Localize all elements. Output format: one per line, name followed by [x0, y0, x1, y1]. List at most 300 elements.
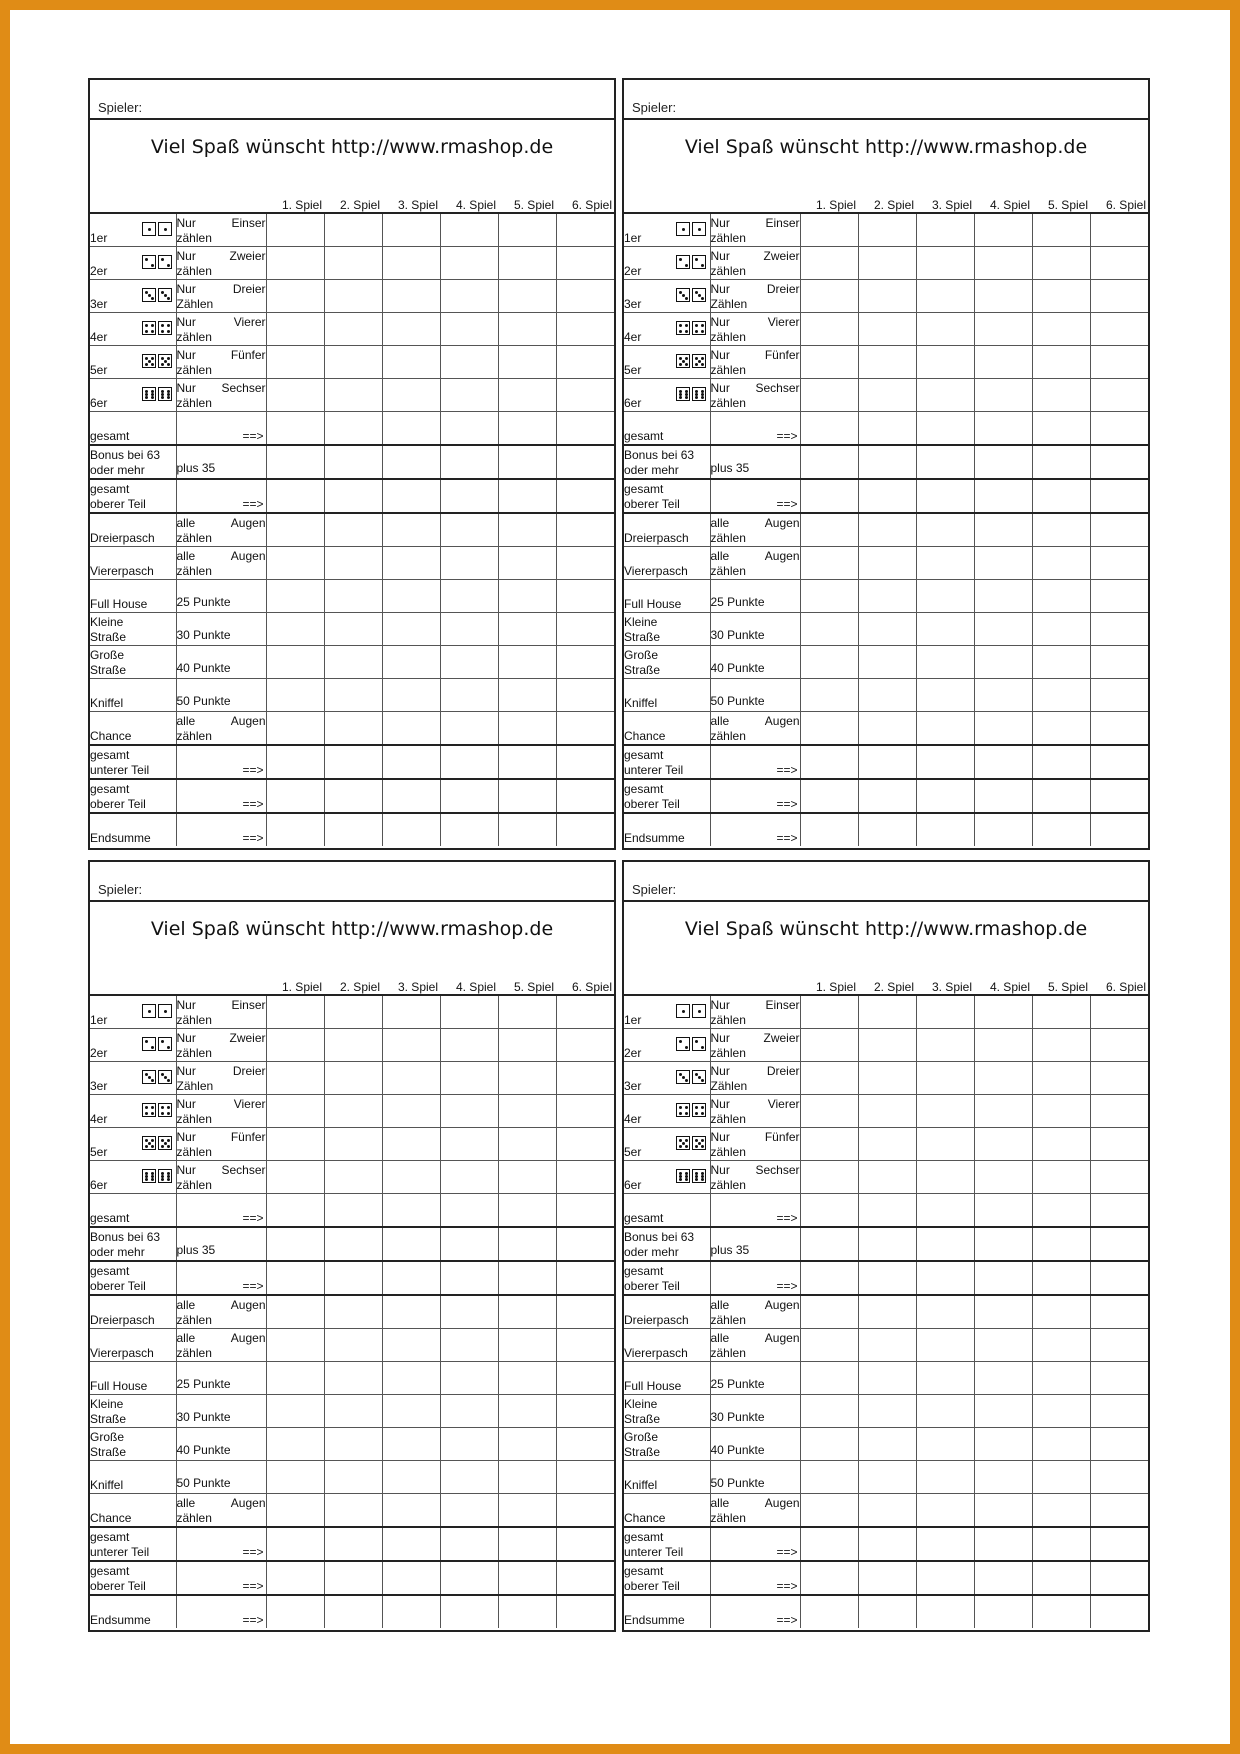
score-input-cell[interactable]	[556, 1362, 614, 1395]
score-input-cell[interactable]	[382, 247, 440, 280]
score-input-cell[interactable]	[382, 313, 440, 346]
score-input-cell[interactable]	[324, 1128, 382, 1161]
score-input-cell[interactable]	[266, 513, 324, 547]
score-input-cell[interactable]	[324, 1029, 382, 1062]
score-input-cell[interactable]	[382, 479, 440, 513]
score-input-cell[interactable]	[440, 479, 498, 513]
score-input-cell[interactable]	[916, 313, 974, 346]
score-input-cell[interactable]	[266, 379, 324, 412]
score-input-cell[interactable]	[974, 213, 1032, 247]
score-input-cell[interactable]	[1090, 346, 1148, 379]
score-input-cell[interactable]	[498, 995, 556, 1029]
score-input-cell[interactable]	[916, 646, 974, 679]
score-input-cell[interactable]	[1090, 445, 1148, 479]
score-input-cell[interactable]	[800, 995, 858, 1029]
score-input-cell[interactable]	[916, 1261, 974, 1295]
score-input-cell[interactable]	[800, 779, 858, 813]
score-input-cell[interactable]	[1090, 213, 1148, 247]
score-input-cell[interactable]	[916, 1561, 974, 1595]
score-input-cell[interactable]	[800, 1561, 858, 1595]
score-input-cell[interactable]	[1090, 1561, 1148, 1595]
score-input-cell[interactable]	[974, 712, 1032, 746]
score-input-cell[interactable]	[382, 1227, 440, 1261]
score-input-cell[interactable]	[1090, 247, 1148, 280]
score-input-cell[interactable]	[974, 547, 1032, 580]
score-input-cell[interactable]	[440, 1194, 498, 1228]
score-input-cell[interactable]	[1090, 379, 1148, 412]
score-input-cell[interactable]	[974, 247, 1032, 280]
score-input-cell[interactable]	[266, 280, 324, 313]
score-input-cell[interactable]	[800, 1029, 858, 1062]
score-input-cell[interactable]	[498, 547, 556, 580]
score-input-cell[interactable]	[440, 280, 498, 313]
score-input-cell[interactable]	[1032, 379, 1090, 412]
score-input-cell[interactable]	[266, 213, 324, 247]
score-input-cell[interactable]	[440, 646, 498, 679]
score-input-cell[interactable]	[498, 613, 556, 646]
score-input-cell[interactable]	[556, 712, 614, 746]
score-input-cell[interactable]	[382, 1062, 440, 1095]
score-input-cell[interactable]	[916, 1395, 974, 1428]
score-input-cell[interactable]	[556, 513, 614, 547]
score-input-cell[interactable]	[1090, 513, 1148, 547]
score-input-cell[interactable]	[440, 679, 498, 712]
score-input-cell[interactable]	[1090, 1161, 1148, 1194]
score-input-cell[interactable]	[266, 813, 324, 846]
score-input-cell[interactable]	[382, 346, 440, 379]
score-input-cell[interactable]	[858, 1362, 916, 1395]
score-input-cell[interactable]	[800, 712, 858, 746]
score-input-cell[interactable]	[1032, 1194, 1090, 1228]
score-input-cell[interactable]	[266, 1329, 324, 1362]
score-input-cell[interactable]	[498, 313, 556, 346]
score-input-cell[interactable]	[858, 513, 916, 547]
score-input-cell[interactable]	[382, 1128, 440, 1161]
score-input-cell[interactable]	[858, 280, 916, 313]
score-input-cell[interactable]	[440, 779, 498, 813]
score-input-cell[interactable]	[556, 346, 614, 379]
score-input-cell[interactable]	[1032, 813, 1090, 846]
score-input-cell[interactable]	[382, 1527, 440, 1561]
score-input-cell[interactable]	[1032, 1161, 1090, 1194]
score-input-cell[interactable]	[800, 412, 858, 446]
score-input-cell[interactable]	[974, 1362, 1032, 1395]
score-input-cell[interactable]	[1090, 1295, 1148, 1329]
score-input-cell[interactable]	[974, 445, 1032, 479]
score-input-cell[interactable]	[440, 445, 498, 479]
score-input-cell[interactable]	[974, 1128, 1032, 1161]
score-input-cell[interactable]	[974, 513, 1032, 547]
score-input-cell[interactable]	[498, 479, 556, 513]
score-input-cell[interactable]	[800, 247, 858, 280]
score-input-cell[interactable]	[324, 1329, 382, 1362]
score-input-cell[interactable]	[858, 1527, 916, 1561]
score-input-cell[interactable]	[266, 1595, 324, 1628]
score-input-cell[interactable]	[382, 547, 440, 580]
score-input-cell[interactable]	[324, 513, 382, 547]
score-input-cell[interactable]	[1032, 547, 1090, 580]
score-input-cell[interactable]	[974, 580, 1032, 613]
score-input-cell[interactable]	[324, 1194, 382, 1228]
score-input-cell[interactable]	[1090, 1494, 1148, 1528]
score-input-cell[interactable]	[1090, 580, 1148, 613]
score-input-cell[interactable]	[382, 1295, 440, 1329]
score-input-cell[interactable]	[858, 379, 916, 412]
score-input-cell[interactable]	[556, 1395, 614, 1428]
score-input-cell[interactable]	[1090, 1461, 1148, 1494]
score-input-cell[interactable]	[916, 745, 974, 779]
score-input-cell[interactable]	[440, 313, 498, 346]
score-input-cell[interactable]	[556, 813, 614, 846]
score-input-cell[interactable]	[1032, 412, 1090, 446]
score-input-cell[interactable]	[858, 547, 916, 580]
score-input-cell[interactable]	[800, 1227, 858, 1261]
score-input-cell[interactable]	[1032, 479, 1090, 513]
score-input-cell[interactable]	[800, 813, 858, 846]
score-input-cell[interactable]	[324, 346, 382, 379]
score-input-cell[interactable]	[916, 580, 974, 613]
score-input-cell[interactable]	[382, 1194, 440, 1228]
score-input-cell[interactable]	[800, 1595, 858, 1628]
score-input-cell[interactable]	[324, 213, 382, 247]
score-input-cell[interactable]	[440, 1395, 498, 1428]
score-input-cell[interactable]	[858, 1295, 916, 1329]
score-input-cell[interactable]	[382, 613, 440, 646]
score-input-cell[interactable]	[382, 213, 440, 247]
score-input-cell[interactable]	[974, 412, 1032, 446]
score-input-cell[interactable]	[1032, 995, 1090, 1029]
score-input-cell[interactable]	[556, 479, 614, 513]
score-input-cell[interactable]	[974, 679, 1032, 712]
score-input-cell[interactable]	[324, 779, 382, 813]
score-input-cell[interactable]	[974, 280, 1032, 313]
score-input-cell[interactable]	[382, 745, 440, 779]
score-input-cell[interactable]	[916, 247, 974, 280]
score-input-cell[interactable]	[266, 712, 324, 746]
score-input-cell[interactable]	[324, 313, 382, 346]
score-input-cell[interactable]	[266, 247, 324, 280]
score-input-cell[interactable]	[1032, 1095, 1090, 1128]
score-input-cell[interactable]	[858, 445, 916, 479]
score-input-cell[interactable]	[800, 1494, 858, 1528]
score-input-cell[interactable]	[1032, 313, 1090, 346]
score-input-cell[interactable]	[1090, 646, 1148, 679]
score-input-cell[interactable]	[974, 1494, 1032, 1528]
score-input-cell[interactable]	[440, 1261, 498, 1295]
score-input-cell[interactable]	[858, 313, 916, 346]
score-input-cell[interactable]	[266, 995, 324, 1029]
score-input-cell[interactable]	[556, 1261, 614, 1295]
score-input-cell[interactable]	[324, 1095, 382, 1128]
score-input-cell[interactable]	[556, 213, 614, 247]
score-input-cell[interactable]	[974, 995, 1032, 1029]
score-input-cell[interactable]	[498, 1095, 556, 1128]
score-input-cell[interactable]	[498, 247, 556, 280]
score-input-cell[interactable]	[266, 613, 324, 646]
score-input-cell[interactable]	[858, 580, 916, 613]
score-input-cell[interactable]	[556, 1295, 614, 1329]
score-input-cell[interactable]	[974, 1161, 1032, 1194]
score-input-cell[interactable]	[266, 1161, 324, 1194]
score-input-cell[interactable]	[382, 779, 440, 813]
score-input-cell[interactable]	[1090, 1261, 1148, 1295]
score-input-cell[interactable]	[498, 1128, 556, 1161]
score-input-cell[interactable]	[916, 712, 974, 746]
score-input-cell[interactable]	[266, 1362, 324, 1395]
player-name-row[interactable]	[624, 80, 1148, 120]
score-input-cell[interactable]	[916, 995, 974, 1029]
score-input-cell[interactable]	[382, 379, 440, 412]
score-input-cell[interactable]	[1090, 1329, 1148, 1362]
score-input-cell[interactable]	[498, 1329, 556, 1362]
score-input-cell[interactable]	[1032, 1395, 1090, 1428]
score-input-cell[interactable]	[1032, 1527, 1090, 1561]
score-input-cell[interactable]	[382, 1095, 440, 1128]
score-input-cell[interactable]	[266, 1227, 324, 1261]
score-input-cell[interactable]	[266, 412, 324, 446]
score-input-cell[interactable]	[266, 1494, 324, 1528]
score-input-cell[interactable]	[556, 1128, 614, 1161]
score-input-cell[interactable]	[858, 213, 916, 247]
score-input-cell[interactable]	[556, 1494, 614, 1528]
score-input-cell[interactable]	[382, 580, 440, 613]
score-input-cell[interactable]	[1090, 1095, 1148, 1128]
score-input-cell[interactable]	[800, 679, 858, 712]
score-input-cell[interactable]	[974, 613, 1032, 646]
score-input-cell[interactable]	[800, 613, 858, 646]
score-input-cell[interactable]	[858, 247, 916, 280]
score-input-cell[interactable]	[266, 346, 324, 379]
score-input-cell[interactable]	[916, 1161, 974, 1194]
score-input-cell[interactable]	[1090, 479, 1148, 513]
score-input-cell[interactable]	[324, 1395, 382, 1428]
score-input-cell[interactable]	[556, 580, 614, 613]
score-input-cell[interactable]	[556, 445, 614, 479]
score-input-cell[interactable]	[858, 779, 916, 813]
score-input-cell[interactable]	[916, 1194, 974, 1228]
score-input-cell[interactable]	[1032, 679, 1090, 712]
score-input-cell[interactable]	[858, 712, 916, 746]
score-input-cell[interactable]	[498, 1362, 556, 1395]
score-input-cell[interactable]	[440, 1561, 498, 1595]
score-input-cell[interactable]	[382, 1461, 440, 1494]
score-input-cell[interactable]	[800, 1194, 858, 1228]
score-input-cell[interactable]	[382, 813, 440, 846]
score-input-cell[interactable]	[382, 1362, 440, 1395]
score-input-cell[interactable]	[382, 1428, 440, 1461]
score-input-cell[interactable]	[556, 1062, 614, 1095]
score-input-cell[interactable]	[916, 1461, 974, 1494]
player-name-row[interactable]	[624, 862, 1148, 902]
score-input-cell[interactable]	[498, 1161, 556, 1194]
score-input-cell[interactable]	[556, 646, 614, 679]
score-input-cell[interactable]	[324, 412, 382, 446]
score-input-cell[interactable]	[800, 1161, 858, 1194]
score-input-cell[interactable]	[324, 1362, 382, 1395]
score-input-cell[interactable]	[916, 1428, 974, 1461]
score-input-cell[interactable]	[974, 1029, 1032, 1062]
score-input-cell[interactable]	[858, 412, 916, 446]
score-input-cell[interactable]	[1032, 1227, 1090, 1261]
score-input-cell[interactable]	[498, 513, 556, 547]
score-input-cell[interactable]	[498, 412, 556, 446]
score-input-cell[interactable]	[974, 1095, 1032, 1128]
score-input-cell[interactable]	[556, 280, 614, 313]
score-input-cell[interactable]	[1090, 613, 1148, 646]
score-input-cell[interactable]	[858, 1561, 916, 1595]
score-input-cell[interactable]	[498, 1561, 556, 1595]
score-input-cell[interactable]	[382, 995, 440, 1029]
score-input-cell[interactable]	[1090, 412, 1148, 446]
score-input-cell[interactable]	[556, 1461, 614, 1494]
score-input-cell[interactable]	[498, 779, 556, 813]
score-input-cell[interactable]	[974, 346, 1032, 379]
score-input-cell[interactable]	[800, 1128, 858, 1161]
score-input-cell[interactable]	[324, 1527, 382, 1561]
score-input-cell[interactable]	[324, 580, 382, 613]
score-input-cell[interactable]	[382, 445, 440, 479]
score-input-cell[interactable]	[916, 479, 974, 513]
score-input-cell[interactable]	[324, 479, 382, 513]
score-input-cell[interactable]	[498, 745, 556, 779]
score-input-cell[interactable]	[916, 1029, 974, 1062]
score-input-cell[interactable]	[1090, 779, 1148, 813]
score-input-cell[interactable]	[440, 1161, 498, 1194]
score-input-cell[interactable]	[498, 1062, 556, 1095]
score-input-cell[interactable]	[324, 547, 382, 580]
score-input-cell[interactable]	[324, 379, 382, 412]
score-input-cell[interactable]	[974, 1194, 1032, 1228]
score-input-cell[interactable]	[382, 646, 440, 679]
score-input-cell[interactable]	[498, 1494, 556, 1528]
score-input-cell[interactable]	[974, 1595, 1032, 1628]
score-input-cell[interactable]	[556, 412, 614, 446]
score-input-cell[interactable]	[916, 1227, 974, 1261]
score-input-cell[interactable]	[800, 1261, 858, 1295]
score-input-cell[interactable]	[858, 1029, 916, 1062]
score-input-cell[interactable]	[800, 646, 858, 679]
score-input-cell[interactable]	[498, 679, 556, 712]
score-input-cell[interactable]	[440, 1461, 498, 1494]
score-input-cell[interactable]	[1090, 1029, 1148, 1062]
score-input-cell[interactable]	[498, 646, 556, 679]
score-input-cell[interactable]	[1090, 679, 1148, 712]
score-input-cell[interactable]	[266, 646, 324, 679]
score-input-cell[interactable]	[382, 1029, 440, 1062]
score-input-cell[interactable]	[916, 346, 974, 379]
score-input-cell[interactable]	[266, 679, 324, 712]
score-input-cell[interactable]	[556, 1595, 614, 1628]
score-input-cell[interactable]	[440, 213, 498, 247]
score-input-cell[interactable]	[916, 813, 974, 846]
score-input-cell[interactable]	[382, 712, 440, 746]
score-input-cell[interactable]	[1032, 1461, 1090, 1494]
score-input-cell[interactable]	[382, 1494, 440, 1528]
score-input-cell[interactable]	[440, 1295, 498, 1329]
score-input-cell[interactable]	[800, 1527, 858, 1561]
score-input-cell[interactable]	[858, 346, 916, 379]
score-input-cell[interactable]	[382, 1395, 440, 1428]
score-input-cell[interactable]	[498, 1527, 556, 1561]
score-input-cell[interactable]	[556, 1227, 614, 1261]
score-input-cell[interactable]	[266, 1062, 324, 1095]
score-input-cell[interactable]	[266, 313, 324, 346]
score-input-cell[interactable]	[266, 580, 324, 613]
score-input-cell[interactable]	[974, 1461, 1032, 1494]
score-input-cell[interactable]	[382, 1161, 440, 1194]
score-input-cell[interactable]	[1032, 646, 1090, 679]
score-input-cell[interactable]	[324, 613, 382, 646]
score-input-cell[interactable]	[974, 1062, 1032, 1095]
score-input-cell[interactable]	[382, 1261, 440, 1295]
score-input-cell[interactable]	[858, 1461, 916, 1494]
score-input-cell[interactable]	[324, 995, 382, 1029]
score-input-cell[interactable]	[1090, 995, 1148, 1029]
score-input-cell[interactable]	[1032, 513, 1090, 547]
score-input-cell[interactable]	[556, 1029, 614, 1062]
score-input-cell[interactable]	[1032, 1029, 1090, 1062]
score-input-cell[interactable]	[974, 1428, 1032, 1461]
score-input-cell[interactable]	[916, 1362, 974, 1395]
score-input-cell[interactable]	[1032, 247, 1090, 280]
score-input-cell[interactable]	[1032, 712, 1090, 746]
score-input-cell[interactable]	[974, 1227, 1032, 1261]
score-input-cell[interactable]	[556, 745, 614, 779]
score-input-cell[interactable]	[1032, 1428, 1090, 1461]
score-input-cell[interactable]	[440, 712, 498, 746]
score-input-cell[interactable]	[1032, 1295, 1090, 1329]
score-input-cell[interactable]	[800, 1062, 858, 1095]
score-input-cell[interactable]	[974, 779, 1032, 813]
score-input-cell[interactable]	[382, 1561, 440, 1595]
score-input-cell[interactable]	[800, 513, 858, 547]
score-input-cell[interactable]	[1090, 1428, 1148, 1461]
score-input-cell[interactable]	[916, 1295, 974, 1329]
score-input-cell[interactable]	[1032, 580, 1090, 613]
score-input-cell[interactable]	[498, 213, 556, 247]
score-input-cell[interactable]	[556, 1561, 614, 1595]
score-input-cell[interactable]	[556, 547, 614, 580]
score-input-cell[interactable]	[974, 379, 1032, 412]
score-input-cell[interactable]	[324, 1561, 382, 1595]
player-name-row[interactable]	[90, 862, 614, 902]
score-input-cell[interactable]	[858, 479, 916, 513]
score-input-cell[interactable]	[974, 479, 1032, 513]
score-input-cell[interactable]	[440, 1029, 498, 1062]
score-input-cell[interactable]	[440, 1362, 498, 1395]
score-input-cell[interactable]	[858, 1128, 916, 1161]
score-input-cell[interactable]	[1032, 213, 1090, 247]
score-input-cell[interactable]	[498, 1227, 556, 1261]
score-input-cell[interactable]	[1032, 1595, 1090, 1628]
score-input-cell[interactable]	[1090, 1128, 1148, 1161]
score-input-cell[interactable]	[266, 1261, 324, 1295]
score-input-cell[interactable]	[266, 745, 324, 779]
score-input-cell[interactable]	[974, 813, 1032, 846]
score-input-cell[interactable]	[266, 779, 324, 813]
score-input-cell[interactable]	[324, 745, 382, 779]
score-input-cell[interactable]	[1090, 1227, 1148, 1261]
score-input-cell[interactable]	[324, 1595, 382, 1628]
score-input-cell[interactable]	[916, 412, 974, 446]
score-input-cell[interactable]	[800, 379, 858, 412]
score-input-cell[interactable]	[440, 379, 498, 412]
score-input-cell[interactable]	[916, 1329, 974, 1362]
score-input-cell[interactable]	[324, 1161, 382, 1194]
score-input-cell[interactable]	[916, 613, 974, 646]
score-input-cell[interactable]	[1090, 1362, 1148, 1395]
score-input-cell[interactable]	[556, 1161, 614, 1194]
